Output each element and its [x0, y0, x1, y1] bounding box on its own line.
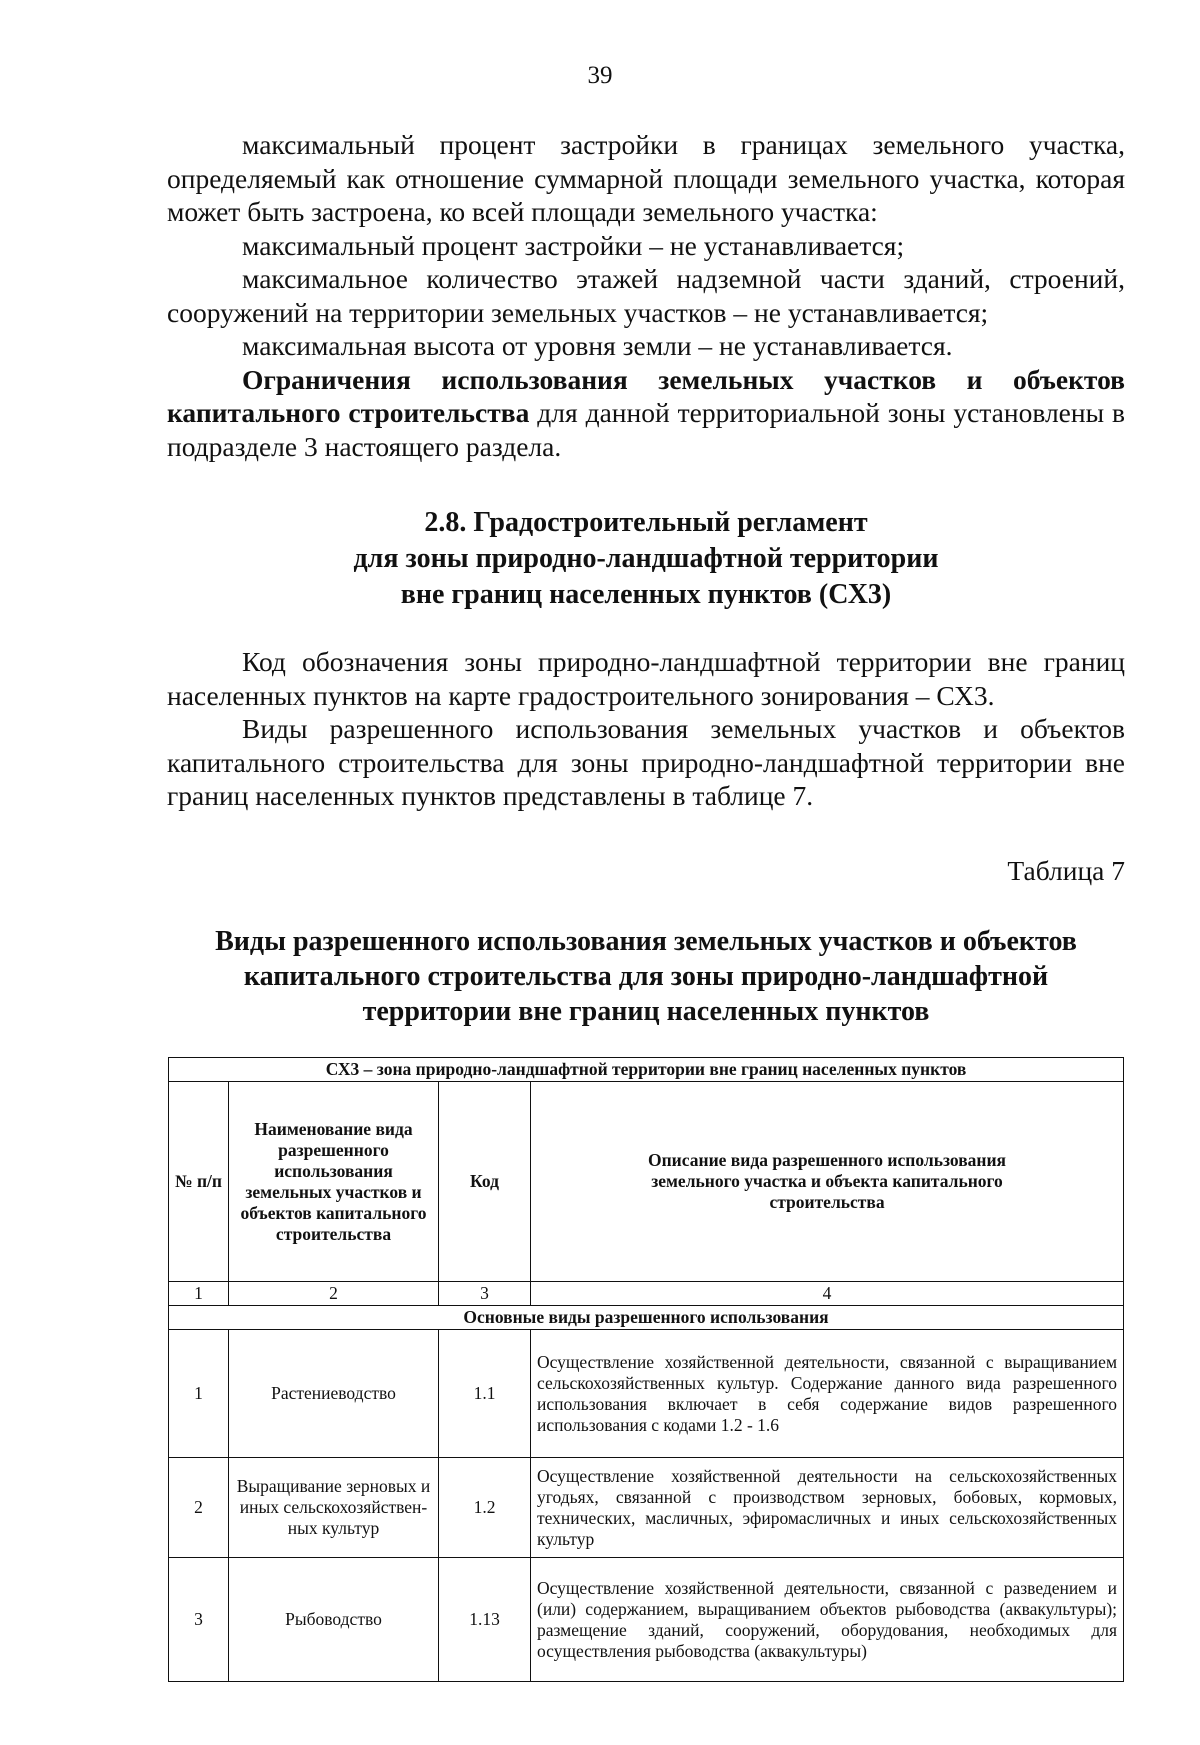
table-title-line-2: капитального строительства для зоны природно-ландшафтной: [243, 961, 1049, 992]
section-title-line-2: для зоны природно-ландшафтной территории: [353, 543, 939, 574]
row-code: 1.13: [439, 1558, 531, 1682]
row-desc: Осуществление хозяйственной деятельности, связанной с выращиванием сельскохозяйственных культур. Содержание данного вида разрешенного использования включает в себя содержание видов разрешенного использования с кодами 1.2 - 1.6: [531, 1330, 1124, 1458]
restrictions-rest-text: для данной территориальной зоны установлены в подразделе 3 настоящего раздела.: [167, 397, 1125, 462]
table-row: [169, 1330, 1124, 1458]
row-num: 1: [169, 1330, 229, 1458]
row-name: Выращивание зерновых и иных сельскохозяйствен-ных культур: [229, 1458, 439, 1558]
row-num: 2: [169, 1458, 229, 1558]
section-title-line-3: вне границ населенных пунктов (СХ3): [400, 579, 892, 610]
intro-block: [167, 128, 1125, 463]
row-name: Растениеводство: [229, 1330, 439, 1458]
table-row: [169, 1558, 1124, 1682]
zone-header-row: [169, 1058, 1124, 1082]
restrictions-bold-text: Ограничения использования земельных участков и объектов капитального строительства: [167, 363, 1125, 428]
group-header-cell: Основные виды разрешенного использования: [169, 1306, 1124, 1330]
column-number-row: [169, 1282, 1124, 1306]
header-num: № п/п: [169, 1082, 229, 1282]
row-code: 1.2: [439, 1458, 531, 1558]
zone-header-cell: СХ3 – зона природно-ландшафтной территории вне границ населенных пунктов: [169, 1058, 1124, 1082]
group-header-row: [169, 1306, 1124, 1330]
intro-paragraph-1: максимальный процент застройки в границах земельного участка, определяемый как отношение суммарной площади земельного участка, которая может быть застроена, ко всей площади земельного участка:: [167, 129, 1125, 227]
row-code: 1.1: [439, 1330, 531, 1458]
column-header-row: [169, 1082, 1124, 1282]
table-title: [167, 924, 1125, 1029]
intro-paragraph-5: [167, 363, 1125, 464]
col-number-4: 4: [531, 1282, 1124, 1306]
body-block: [167, 645, 1125, 813]
row-name: Рыбоводство: [229, 1558, 439, 1682]
page-number: 39: [587, 62, 613, 89]
table-row: [169, 1458, 1124, 1558]
col-number-1: 1: [169, 1282, 229, 1306]
header-code: Код: [439, 1082, 531, 1282]
row-desc: Осуществление хозяйственной деятельности, связанной с разведением и (или) содержанием, выращиванием объектов рыбоводства (аквакультуры); размещение зданий, сооружений, оборудования, необходимых для осуществления рыбоводства (аквакультуры): [531, 1558, 1124, 1682]
header-desc: Описание вида разрешенного использования земельного участка и объекта капитального строительства: [531, 1082, 1124, 1282]
table-label: Таблица 7: [1007, 855, 1125, 886]
body-paragraph-2: Виды разрешенного использования земельных участков и объектов капитального строительства для зоны природно-ландшафтной территории вне границ населенных пунктов представлены в таблице 7.: [167, 713, 1125, 811]
permitted-use-table: [168, 1057, 1124, 1682]
intro-paragraph-4: максимальная высота от уровня земли – не устанавливается.: [242, 330, 953, 361]
intro-paragraph-2: максимальный процент застройки – не устанавливается;: [242, 229, 905, 261]
row-desc: Осуществление хозяйственной деятельности на сельскохозяйственных угодьях, связанной с производством зерновых, бобовых, кормовых, технических, масличных, эфиромасличных и иных сельскохозяйственных культур: [531, 1458, 1124, 1558]
row-num: 3: [169, 1558, 229, 1682]
col-number-3: 3: [439, 1282, 531, 1306]
section-title: [167, 505, 1125, 613]
header-name: Наименование вида разрешенного использования земельных участков и объектов капитального строительства: [229, 1082, 439, 1282]
table-title-line-3: территории вне границ населенных пунктов: [362, 996, 930, 1027]
section-title-line-1: 2.8. Градостроительный регламент: [424, 507, 868, 538]
body-paragraph-1: Код обозначения зоны природно-ландшафтной территории вне границ населенных пунктов на карте градостроительного зонирования – СХ3.: [167, 646, 1125, 711]
intro-paragraph-3: максимальное количество этажей надземной части зданий, строений, сооружений на территории земельных участков – не устанавливается;: [167, 263, 1125, 328]
table-title-line-1: Виды разрешенного использования земельных участков и объектов: [215, 926, 1077, 957]
col-number-2: 2: [229, 1282, 439, 1306]
